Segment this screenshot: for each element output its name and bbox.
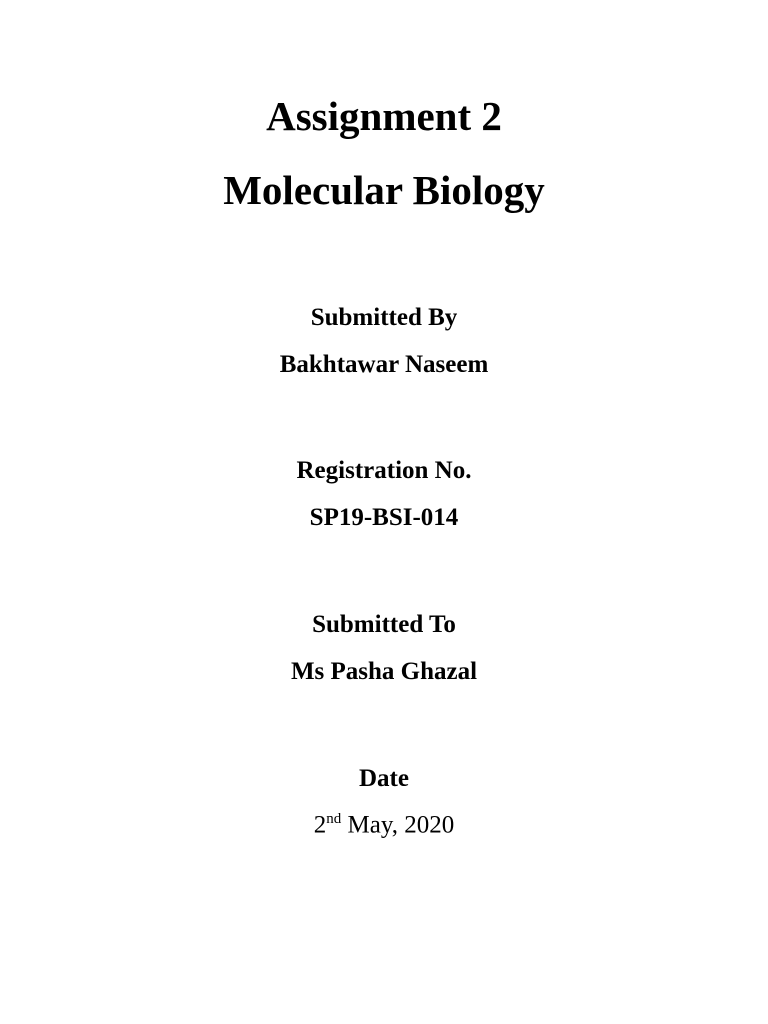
registration-label: Registration No. [296,457,472,484]
submitted-to-label: Submitted To [312,611,456,638]
assignment-title: Assignment 2 [266,93,502,139]
student-name: Bakhtawar Naseem [279,351,489,378]
submission-date [0,812,768,837]
course-title: Molecular Biology [223,167,545,213]
registration-number: SP19-BSI-014 [309,504,459,531]
submitted-by-label: Submitted By [310,304,458,331]
instructor-name: Ms Pasha Ghazal [290,658,478,685]
date-month-year: May, 2020 [341,811,455,839]
date-label: Date [359,765,409,792]
date-day: 2 [313,811,327,839]
date-day-suffix: nd [326,811,342,827]
